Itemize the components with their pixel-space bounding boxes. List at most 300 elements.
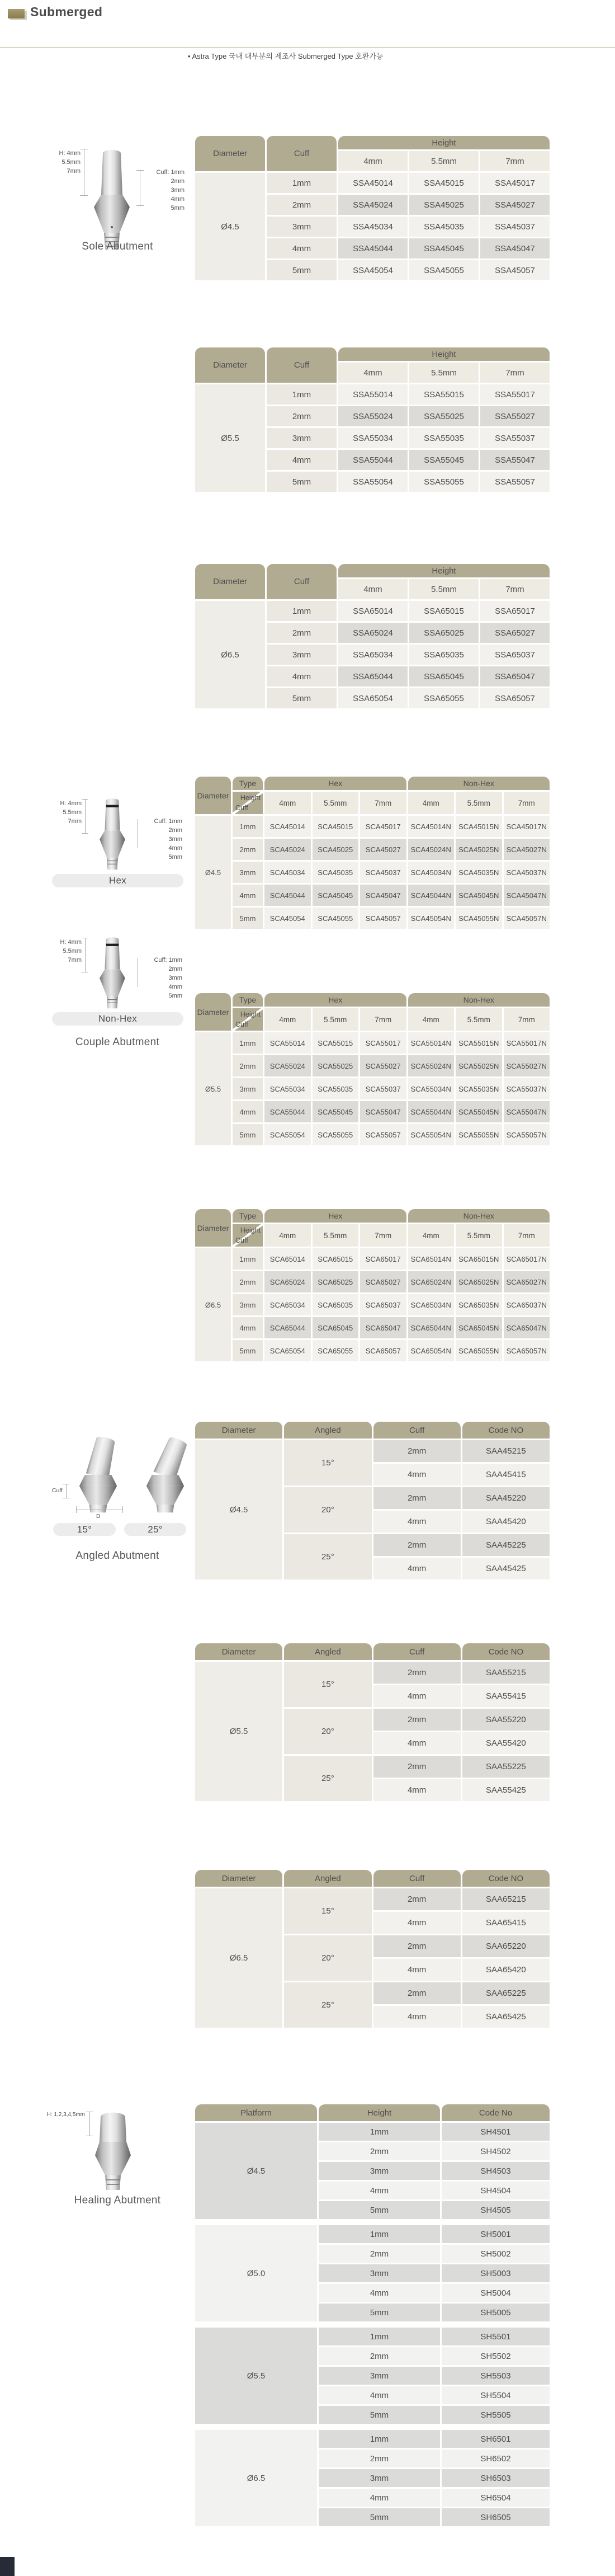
col-header-type: Type [233, 1209, 263, 1223]
nonhex-height-subheader: 4mm [408, 792, 455, 814]
hex-code-cell: SCA65044 [264, 1317, 311, 1338]
nonhex-code-cell: SCA45025N [456, 839, 502, 860]
col-header-cuff: Cuff [267, 564, 337, 599]
annotation-line: 3mm [168, 836, 182, 843]
nonhex-code-cell: SCA45054N [408, 908, 455, 929]
cuff-cell: 2mm [233, 839, 263, 860]
hex-code-cell: SCA55034 [264, 1078, 311, 1099]
hex-code-cell: SCA65054 [264, 1340, 311, 1361]
nonhex-height-subheader: 4mm [408, 1224, 455, 1247]
height-annotation [46, 799, 82, 826]
title-divider [0, 47, 615, 48]
cuff-cell: 2mm [233, 1271, 263, 1292]
page-corner-mark [0, 2557, 15, 2576]
cuff-cell: 4mm [267, 666, 337, 687]
angled-table [193, 1868, 551, 2029]
nonhex-code-cell: SCA65035N [456, 1294, 502, 1315]
nonhex-code-cell: SCA55014N [408, 1032, 455, 1054]
height-cell: 4mm [319, 2284, 440, 2302]
hex-code-cell: SCA45047 [360, 885, 406, 906]
angle-cell: 15° [284, 1440, 371, 1486]
col-header-cuff: Cuff [373, 1422, 461, 1439]
hex-pill-label: Hex [52, 874, 183, 887]
height-cell: 5mm [319, 2406, 440, 2424]
couple-table-d45 [193, 775, 551, 930]
nonhex-code-cell: SCA45037N [504, 862, 550, 883]
cuff-cell: 4mm [233, 885, 263, 906]
cuff-cell: 4mm [373, 2006, 461, 2028]
col-header-code: Code No [442, 2104, 550, 2121]
nonhex-code-cell: SCA65015N [456, 1248, 502, 1270]
height-cell: 1mm [319, 2225, 440, 2243]
code-cell: SSA45054 [338, 260, 408, 280]
code-cell: SSA55025 [409, 406, 479, 426]
col-header-nonhex: Non-Hex [408, 777, 550, 790]
code-cell: SAA55420 [462, 1732, 550, 1754]
code-cell: SSA65017 [480, 601, 550, 621]
nonhex-height-subheader: 7mm [504, 792, 550, 814]
height-cell: 3mm [319, 2264, 440, 2282]
col-header-cuff: Cuff [267, 347, 337, 383]
cuff-cell: 2mm [233, 1055, 263, 1077]
col-header-nonhex: Non-Hex [408, 1209, 550, 1223]
hex-code-cell: SCA55055 [313, 1124, 359, 1145]
height-cell: 3mm [319, 2367, 440, 2385]
nonhex-code-cell: SCA45055N [456, 908, 502, 929]
hex-code-cell: SCA45025 [313, 839, 359, 860]
code-cell: SH6504 [442, 2489, 550, 2507]
cuff-cell: 5mm [233, 1124, 263, 1145]
hex-code-cell: SCA45037 [360, 862, 406, 883]
compatibility-note: • Astra Type 국내 대부분의 제조사 Submerged Type 호환가능 [188, 52, 384, 60]
angled-abutment-label: Angled Abutment [75, 1550, 159, 1562]
code-cell: SAA45220 [462, 1487, 550, 1509]
cuff-cell: 4mm [267, 450, 337, 470]
nonhex-code-cell: SCA45024N [408, 839, 455, 860]
cuff-cell: 4mm [267, 238, 337, 258]
code-cell: SSA45034 [338, 217, 408, 237]
annotation-line: Cuff: 1mm [154, 957, 182, 963]
nonhex-code-cell: SCA45035N [456, 862, 502, 883]
diameter-cell: Ø5.5 [195, 384, 265, 492]
hex-height-subheader: 7mm [360, 792, 406, 814]
diag-cuff-label: Cuff [235, 1021, 248, 1028]
col-header-height: Height [338, 136, 550, 149]
hex-height-subheader: 5.5mm [313, 1224, 359, 1247]
hex-code-cell: SCA45055 [313, 908, 359, 929]
couple-table-d65 [193, 1207, 551, 1363]
cuff-cell: 4mm [373, 1959, 461, 1981]
height-cell: 3mm [319, 2469, 440, 2487]
annotation-line: D [96, 1513, 101, 1520]
couple-table [193, 1207, 551, 1363]
hex-code-cell: SCA65015 [313, 1248, 359, 1270]
col-header-diameter: Diameter [195, 136, 265, 171]
measure-line [85, 799, 86, 834]
measure-line [89, 2112, 90, 2136]
code-cell: SSA55047 [480, 450, 550, 470]
annotation-line: H: 4mm [59, 150, 81, 157]
annotation-line: Cuff: 1mm [154, 818, 182, 825]
code-cell: SAA65225 [462, 1982, 550, 2004]
hex-code-cell: SCA45057 [360, 908, 406, 929]
nonhex-code-cell: SCA45014N [408, 816, 455, 837]
couple-table-d55 [193, 991, 551, 1147]
angled-15-abutment-image [72, 1430, 125, 1514]
cuff-cell: 2mm [373, 1935, 461, 1957]
code-cell: SSA55055 [409, 472, 479, 492]
annotation-line: 3mm [168, 975, 182, 981]
code-cell: SSA45044 [338, 238, 408, 258]
code-cell: SSA55015 [409, 384, 479, 405]
deg15-pill-label: 15° [53, 1523, 116, 1536]
cuff-cell: 5mm [267, 472, 337, 492]
code-cell: SSA65034 [338, 645, 408, 665]
code-cell: SH6501 [442, 2430, 550, 2448]
diameter-cell: Ø4.5 [195, 816, 231, 929]
code-cell: SSA45024 [338, 195, 408, 215]
cuff-cell: 3mm [267, 217, 337, 237]
col-header-type: Type [233, 777, 263, 790]
code-cell: SAA45420 [462, 1511, 550, 1533]
col-header-hex: Hex [264, 1209, 406, 1223]
annotation-line: Cuff [51, 1487, 63, 1494]
code-cell: SH5001 [442, 2225, 550, 2243]
cuff-cell: 5mm [267, 260, 337, 280]
col-header-code: Code NO [462, 1643, 550, 1660]
hex-height-subheader: 5.5mm [313, 1008, 359, 1031]
code-cell: SSA65045 [409, 666, 479, 687]
platform-cell: Ø4.5 [195, 2123, 317, 2219]
hex-code-cell: SCA55057 [360, 1124, 406, 1145]
code-cell: SSA55037 [480, 428, 550, 448]
annotation-line: 7mm [68, 957, 82, 963]
hex-code-cell: SCA55045 [313, 1101, 359, 1122]
healing-abutment-label: Healing Abutment [74, 2194, 161, 2206]
height-cell: 1mm [319, 2123, 440, 2141]
annotation-line: 7mm [68, 818, 82, 825]
height-annotation [45, 149, 81, 176]
cuff-cell: 2mm [373, 1982, 461, 2004]
hex-code-cell: SCA65017 [360, 1248, 406, 1270]
col-header-height: Height [338, 347, 550, 361]
couple-hex-abutment-image [92, 795, 133, 873]
diameter-cell: Ø4.5 [195, 173, 265, 280]
cuff-cell: 5mm [267, 688, 337, 708]
nonhex-code-cell: SCA45015N [456, 816, 502, 837]
height-cell: 1mm [319, 2430, 440, 2448]
height-cell: 2mm [319, 2142, 440, 2160]
hex-code-cell: SCA45024 [264, 839, 311, 860]
hex-code-cell: SCA65047 [360, 1317, 406, 1338]
nonhex-code-cell: SCA55047N [504, 1101, 550, 1122]
hex-height-subheader: 4mm [264, 1224, 311, 1247]
code-cell: SSA55045 [409, 450, 479, 470]
hex-height-subheader: 7mm [360, 1224, 406, 1247]
diameter-cell: Ø5.5 [195, 1662, 282, 1801]
nonhex-code-cell: SCA65047N [504, 1317, 550, 1338]
cuff-cell: 2mm [267, 406, 337, 426]
hex-code-cell: SCA65035 [313, 1294, 359, 1315]
cuff-cell: 4mm [373, 1464, 461, 1486]
code-cell: SSA55017 [480, 384, 550, 405]
annotation-line: 2mm [171, 178, 184, 185]
code-cell: SSA55057 [480, 472, 550, 492]
code-cell: SSA55054 [338, 472, 408, 492]
annotation-line: 4mm [168, 984, 182, 990]
col-header-diameter: Diameter [195, 564, 265, 599]
code-cell: SSA55014 [338, 384, 408, 405]
code-cell: SH5505 [442, 2406, 550, 2424]
nonhex-code-cell: SCA65014N [408, 1248, 455, 1270]
hex-height-subheader: 5.5mm [313, 792, 359, 814]
annotation-line: 5mm [168, 993, 182, 999]
hex-code-cell: SCA65025 [313, 1271, 359, 1292]
col-header-diameter: Diameter [195, 1643, 282, 1660]
hex-code-cell: SCA55047 [360, 1101, 406, 1122]
sole-table-d55 [193, 346, 551, 493]
diag-height-label: Height [240, 794, 261, 802]
nonhex-code-cell: SCA55055N [456, 1124, 502, 1145]
code-cell: SH6503 [442, 2469, 550, 2487]
height-annotation [46, 938, 82, 965]
nonhex-code-cell: SCA55024N [408, 1055, 455, 1077]
code-cell: SSA55035 [409, 428, 479, 448]
nonhex-code-cell: SCA55017N [504, 1032, 550, 1054]
cuff-cell: 2mm [373, 1440, 461, 1462]
nonhex-code-cell: SCA55037N [504, 1078, 550, 1099]
angle-cell: 20° [284, 1487, 371, 1533]
code-cell: SAA45415 [462, 1464, 550, 1486]
code-cell: SSA65044 [338, 666, 408, 687]
height-subheader: 4mm [338, 363, 408, 383]
col-header-hex: Hex [264, 777, 406, 790]
col-header-diameter: Diameter [195, 347, 265, 383]
angled-table-d55 [193, 1642, 551, 1803]
diag-height-label: Height [240, 1226, 261, 1234]
angled-table [193, 1420, 551, 1581]
height-cell: 5mm [319, 2304, 440, 2321]
height-subheader: 7mm [480, 151, 550, 171]
height-subheader: 4mm [338, 579, 408, 599]
measure-tick [76, 1506, 77, 1513]
code-cell: SAA65220 [462, 1935, 550, 1957]
angled-table-d65 [193, 1868, 551, 2029]
height-cell: 1mm [319, 2328, 440, 2345]
height-annotation [35, 2110, 85, 2119]
height-cell: 5mm [319, 2201, 440, 2219]
code-cell: SAA55220 [462, 1709, 550, 1731]
hex-code-cell: SCA45027 [360, 839, 406, 860]
code-cell: SH5002 [442, 2245, 550, 2263]
cuff-cell: 4mm [233, 1317, 263, 1338]
col-header-platform: Platform [195, 2104, 317, 2121]
col-header-code: Code NO [462, 1422, 550, 1439]
code-cell: SH5003 [442, 2264, 550, 2282]
cuff-cell: 4mm [373, 1732, 461, 1754]
height-cell: 2mm [319, 2450, 440, 2467]
code-cell: SSA45037 [480, 217, 550, 237]
cuff-cell: 4mm [233, 1101, 263, 1122]
nonhex-height-subheader: 4mm [408, 1008, 455, 1031]
col-header-angled: Angled [284, 1643, 371, 1660]
nonhex-code-cell: SCA55054N [408, 1124, 455, 1145]
height-cell: 4mm [319, 2182, 440, 2199]
measure-tick [136, 205, 144, 206]
section-bullet-icon [8, 9, 25, 18]
nonhex-code-cell: SCA65027N [504, 1271, 550, 1292]
nonhex-code-cell: SCA65017N [504, 1248, 550, 1270]
hex-height-subheader: 4mm [264, 792, 311, 814]
cuff-cell: 2mm [373, 1888, 461, 1910]
cuff-annotation [142, 817, 182, 862]
sole-table-d45 [193, 134, 551, 282]
annotation-line: 3mm [171, 187, 184, 194]
healing-table [193, 2103, 551, 2528]
measure-tick [136, 170, 144, 171]
couple-nonhex-abutment-image [92, 933, 133, 1012]
col-header-height: Height [319, 2104, 440, 2121]
nonhex-pill-label: Non-Hex [52, 1012, 183, 1026]
annotation-line: 5.5mm [62, 159, 81, 166]
height-subheader: 7mm [480, 363, 550, 383]
angle-cell: 15° [284, 1662, 371, 1707]
diag-cuff-label: Cuff [235, 804, 248, 812]
code-cell: SSA45027 [480, 195, 550, 215]
cuff-cell: 1mm [233, 816, 263, 837]
measure-tick [82, 799, 88, 800]
col-header-cuff: Cuff [267, 136, 337, 171]
code-cell: SH5005 [442, 2304, 550, 2321]
angled-table-d45 [193, 1420, 551, 1581]
nonhex-code-cell: SCA65057N [504, 1340, 550, 1361]
code-cell: SH4504 [442, 2182, 550, 2199]
code-cell: SSA45015 [409, 173, 479, 193]
height-subheader: 5.5mm [409, 151, 479, 171]
group-spacer [195, 2425, 550, 2428]
code-cell: SSA55024 [338, 406, 408, 426]
sole-abutment-image [88, 144, 135, 254]
nonhex-code-cell: SCA55015N [456, 1032, 502, 1054]
code-cell: SSA65054 [338, 688, 408, 708]
cuff-cell: 3mm [233, 862, 263, 883]
annotation-line: 2mm [168, 966, 182, 972]
code-cell: SSA65015 [409, 601, 479, 621]
sole-table-d65 [193, 562, 551, 710]
hex-code-cell: SCA55025 [313, 1055, 359, 1077]
annotation-line: 5.5mm [63, 809, 82, 816]
cuff-annotation [39, 1486, 63, 1495]
angled-25-abutment-image [139, 1430, 192, 1514]
code-cell: SSA55044 [338, 450, 408, 470]
healing-abutment-table [193, 2103, 551, 2528]
angled-table [193, 1642, 551, 1803]
height-cell: 3mm [319, 2162, 440, 2180]
nonhex-code-cell: SCA65045N [456, 1317, 502, 1338]
hex-code-cell: SCA45044 [264, 885, 311, 906]
annotation-line: 5mm [168, 854, 182, 861]
diameter-cell: Ø6.5 [195, 1888, 282, 2028]
cuff-cell: 1mm [233, 1248, 263, 1270]
code-cell: SH4503 [442, 2162, 550, 2180]
hex-code-cell: SCA55037 [360, 1078, 406, 1099]
col-header-cuff: Cuff [373, 1870, 461, 1887]
cuff-cell: 1mm [233, 1032, 263, 1054]
height-subheader: 5.5mm [409, 579, 479, 599]
hex-code-cell: SCA65027 [360, 1271, 406, 1292]
height-cuff-diagonal-header [233, 1008, 263, 1031]
col-header-angled: Angled [284, 1870, 371, 1887]
nonhex-code-cell: SCA55057N [504, 1124, 550, 1145]
code-cell: SAA65415 [462, 1912, 550, 1934]
platform-cell: Ø6.5 [195, 2430, 317, 2526]
cuff-cell: 2mm [373, 1662, 461, 1684]
hex-code-cell: SCA65014 [264, 1248, 311, 1270]
nonhex-code-cell: SCA55034N [408, 1078, 455, 1099]
platform-cell: Ø5.5 [195, 2328, 317, 2424]
col-header-type: Type [233, 993, 263, 1007]
cuff-cell: 1mm [267, 601, 337, 621]
code-cell: SAA55215 [462, 1662, 550, 1684]
nonhex-code-cell: SCA65055N [456, 1340, 502, 1361]
healing-abutment-image [93, 2107, 133, 2191]
code-cell: SH4505 [442, 2201, 550, 2219]
hex-code-cell: SCA65057 [360, 1340, 406, 1361]
diameter-cell: Ø5.5 [195, 1032, 231, 1145]
code-cell: SAA45425 [462, 1558, 550, 1580]
cuff-cell: 4mm [373, 1912, 461, 1934]
hex-code-cell: SCA45035 [313, 862, 359, 883]
height-cell: 5mm [319, 2508, 440, 2526]
diameter-cell: Ø6.5 [195, 1248, 231, 1361]
cuff-cell: 2mm [373, 1487, 461, 1509]
col-header-diameter: Diameter [195, 1209, 231, 1247]
height-subheader: 5.5mm [409, 363, 479, 383]
cuff-cell: 1mm [267, 173, 337, 193]
nonhex-code-cell: SCA45045N [456, 885, 502, 906]
nonhex-height-subheader: 5.5mm [456, 792, 502, 814]
code-cell: SAA55225 [462, 1756, 550, 1778]
nonhex-code-cell: SCA65025N [456, 1271, 502, 1292]
code-cell: SSA65037 [480, 645, 550, 665]
code-cell: SSA45057 [480, 260, 550, 280]
sole-abutment-label: Sole Abutment [82, 241, 153, 252]
code-cell: SH4502 [442, 2142, 550, 2160]
code-cell: SSA65024 [338, 623, 408, 643]
deg25-pill-label: 25° [124, 1523, 186, 1536]
diag-cuff-label: Cuff [235, 1237, 248, 1244]
code-cell: SH6505 [442, 2508, 550, 2526]
code-cell: SSA45025 [409, 195, 479, 215]
code-cell: SSA65014 [338, 601, 408, 621]
couple-table [193, 991, 551, 1147]
cuff-cell: 4mm [373, 1779, 461, 1801]
hex-code-cell: SCA55035 [313, 1078, 359, 1099]
code-cell: SSA65027 [480, 623, 550, 643]
hex-height-subheader: 4mm [264, 1008, 311, 1031]
nonhex-code-cell: SCA45017N [504, 816, 550, 837]
angle-cell: 20° [284, 1709, 371, 1754]
code-cell: SAA55415 [462, 1685, 550, 1707]
code-cell: SAA65425 [462, 2006, 550, 2028]
nonhex-code-cell: SCA55035N [456, 1078, 502, 1099]
page-title: Submerged [30, 4, 103, 19]
annotation-line: Cuff: 1mm [156, 169, 184, 176]
nonhex-height-subheader: 7mm [504, 1224, 550, 1247]
angle-cell: 20° [284, 1935, 371, 1981]
nonhex-code-cell: SCA65034N [408, 1294, 455, 1315]
col-header-cuff: Cuff [373, 1643, 461, 1660]
